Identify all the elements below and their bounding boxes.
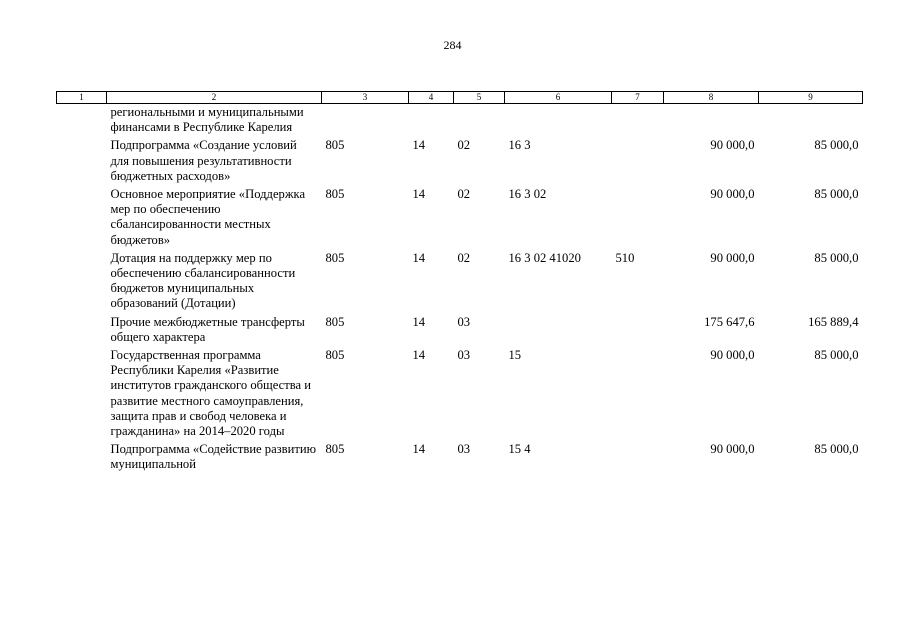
section-code: 14 — [412, 314, 426, 329]
target-article-code: 16 3 02 — [508, 187, 547, 202]
expense-type-code — [612, 137, 664, 186]
section-code — [409, 104, 454, 138]
amount-col-8: 90 000,0 — [710, 442, 755, 457]
expense-type-code — [612, 347, 664, 441]
amount-col-9: 165 889,4 — [808, 314, 859, 329]
row-index — [57, 347, 107, 441]
section-code: 14 — [412, 442, 426, 457]
table-header — [57, 92, 863, 104]
amount-col-8: 175 647,6 — [704, 314, 755, 329]
ministry-code: 805 — [325, 187, 345, 202]
amount-col-9: 85 000,0 — [814, 442, 859, 457]
row-index — [57, 186, 107, 250]
ministry-code — [322, 104, 409, 138]
amount-col-9: 85 000,0 — [814, 187, 859, 202]
table-row — [57, 347, 863, 441]
row-index — [57, 104, 107, 138]
expense-type-code — [612, 104, 664, 138]
subsection-code: 03 — [457, 314, 471, 329]
header-col-8: 8 — [664, 92, 759, 104]
header-col-3: 3 — [322, 92, 409, 104]
budget-table — [56, 91, 863, 475]
expense-type-code — [612, 441, 664, 474]
table-row — [57, 186, 863, 250]
amount-col-9: 85 000,0 — [814, 138, 859, 153]
expense-type-code — [612, 186, 664, 250]
target-article-code — [505, 104, 612, 138]
target-article-code — [505, 314, 612, 347]
row-index — [57, 441, 107, 474]
subsection-code: 03 — [457, 442, 471, 457]
item-name: Подпрограмма «Создание условий для повышения результативности бюджетных расходов» — [110, 138, 297, 183]
amount-col-8: 90 000,0 — [710, 348, 755, 363]
ministry-code: 805 — [325, 348, 345, 363]
ministry-code: 805 — [325, 314, 345, 329]
ministry-code: 805 — [325, 250, 345, 265]
subsection-code: 03 — [457, 348, 471, 363]
amount-col-8 — [664, 104, 759, 138]
table-row — [57, 104, 863, 138]
ministry-code: 805 — [325, 138, 345, 153]
section-code: 14 — [412, 138, 426, 153]
subsection-code — [454, 104, 505, 138]
section-code: 14 — [412, 348, 426, 363]
item-name: Подпрограмма «Содействие развитию муниципальной — [110, 442, 316, 472]
section-code: 14 — [412, 187, 426, 202]
row-index — [57, 314, 107, 347]
item-name: Основное мероприятие «Поддержка мер по обеспечению сбалансированности местных бюджетов» — [110, 187, 306, 247]
target-article-code: 15 4 — [508, 442, 531, 457]
table-row — [57, 137, 863, 186]
table-row — [57, 314, 863, 347]
item-name: региональными и муниципальными финансами в Республике Карелия — [110, 105, 304, 135]
header-col-4: 4 — [409, 92, 454, 104]
header-col-5: 5 — [454, 92, 505, 104]
item-name: Государственная программа Республики Карелия «Развитие институтов гражданского общества и развитие местного самоуправления, защита прав и свобод человека и гражданина» на 2014–2020 годы — [110, 348, 311, 439]
expense-type-code: 510 — [615, 250, 635, 265]
header-col-6: 6 — [505, 92, 612, 104]
row-index — [57, 250, 107, 314]
amount-col-9 — [759, 104, 863, 138]
item-name: Прочие межбюджетные трансферты общего характера — [110, 314, 305, 344]
amount-col-9: 85 000,0 — [814, 348, 859, 363]
row-index — [57, 137, 107, 186]
header-col-2: 2 — [107, 92, 322, 104]
section-code: 14 — [412, 250, 426, 265]
amount-col-9: 85 000,0 — [814, 250, 859, 265]
expense-type-code — [612, 314, 664, 347]
subsection-code: 02 — [457, 250, 471, 265]
item-name: Дотация на поддержку мер по обеспечению сбалансированности бюджетов муниципальных образований (Дотации) — [110, 250, 296, 311]
ministry-code: 805 — [325, 442, 345, 457]
header-col-7: 7 — [612, 92, 664, 104]
table-body — [57, 104, 863, 475]
amount-col-8: 90 000,0 — [710, 138, 755, 153]
target-article-code: 15 — [508, 348, 522, 363]
subsection-code: 02 — [457, 187, 471, 202]
page-number: 284 — [443, 38, 462, 52]
table-row — [57, 441, 863, 474]
subsection-code: 02 — [457, 138, 471, 153]
amount-col-8: 90 000,0 — [710, 187, 755, 202]
header-col-1: 1 — [57, 92, 107, 104]
target-article-code: 16 3 — [508, 138, 531, 153]
target-article-code: 16 3 02 41020 — [508, 250, 581, 265]
header-row — [57, 92, 863, 104]
amount-col-8: 90 000,0 — [710, 250, 755, 265]
table-row — [57, 250, 863, 314]
header-col-9: 9 — [759, 92, 863, 104]
